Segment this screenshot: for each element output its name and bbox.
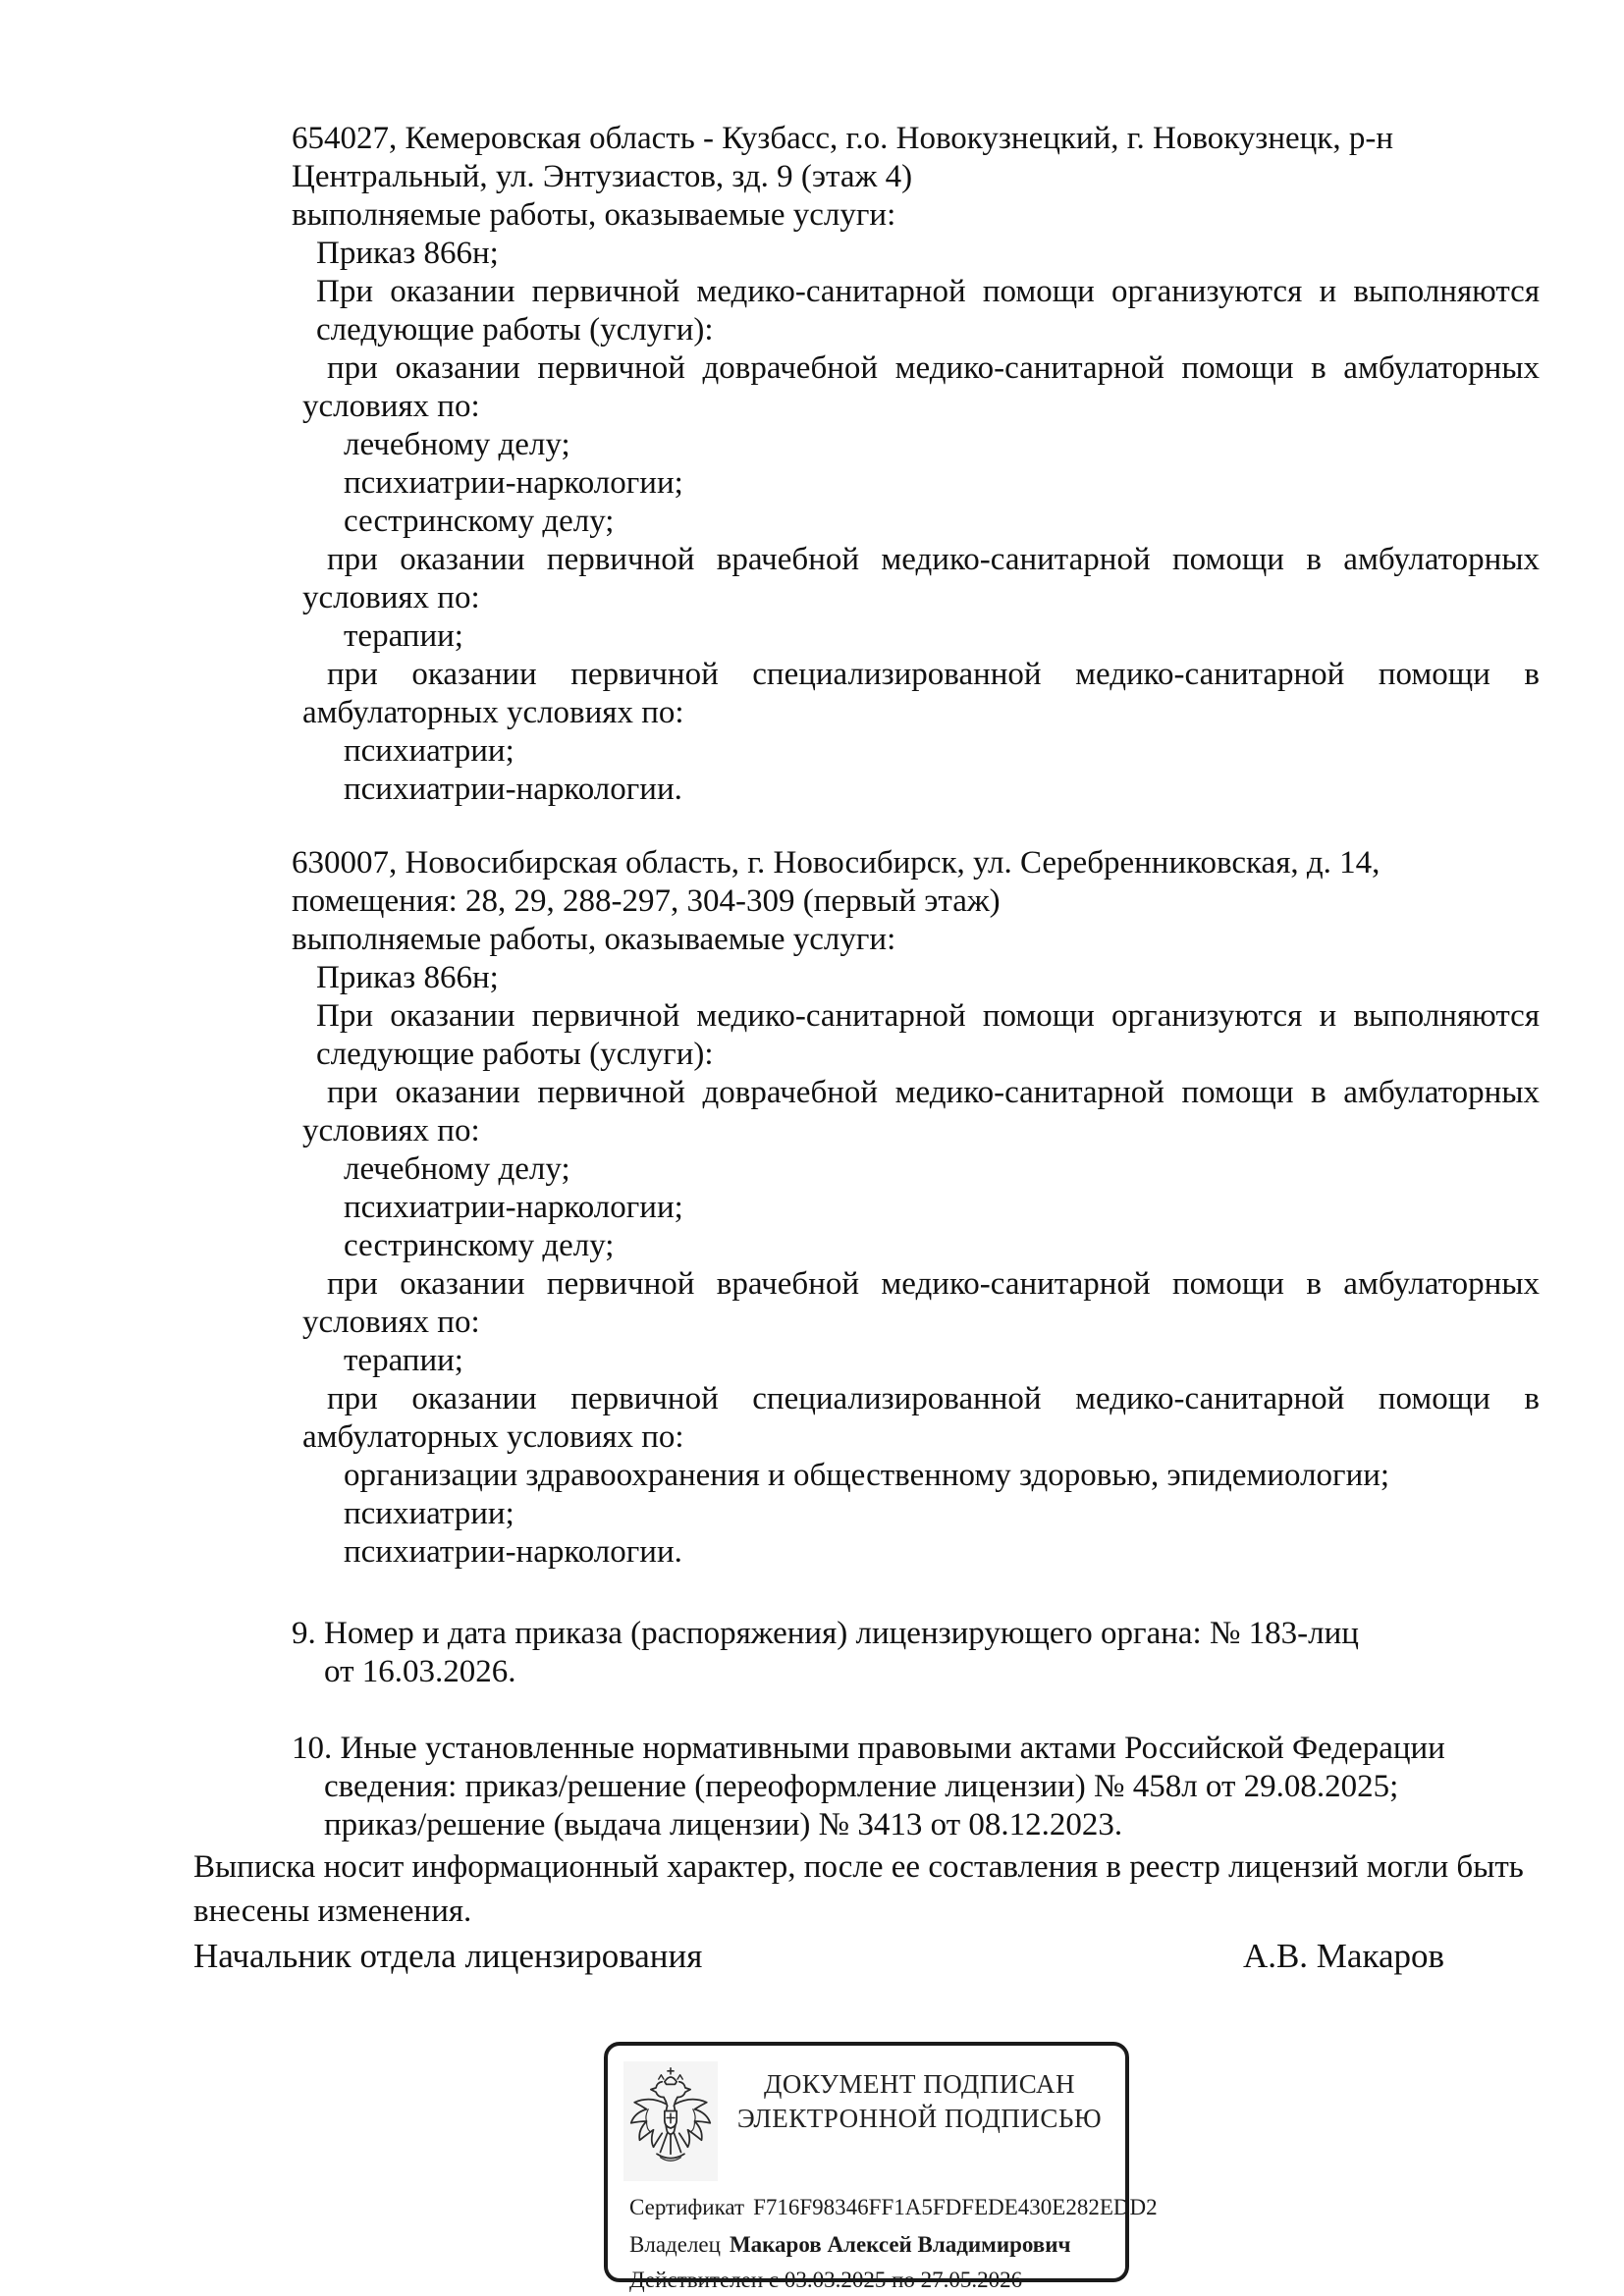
address-block-2 xyxy=(292,844,1540,1572)
service-item: психиатрии; xyxy=(344,733,514,769)
electronic-signature-stamp xyxy=(604,2042,1158,2292)
signature-title: Начальник отдела лицензирования xyxy=(193,1937,703,1975)
address-line: помещения: 28, 29, 288-297, 304-309 (первый этаж) xyxy=(292,883,1001,919)
service-line: амбулаторных условиях по: xyxy=(302,695,684,730)
item-10-line: 10. Иные установленные нормативными правовыми актами Российской Федерации xyxy=(292,1731,1445,1766)
item-10-line: сведения: приказ/решение (переоформление лицензии) № 458л от 29.08.2025; xyxy=(324,1769,1399,1804)
service-item: лечебному делу; xyxy=(344,1151,570,1187)
informational-note xyxy=(193,1845,1540,1934)
service-item: организации здравоохранения и общественному здоровью, эпидемиологии; xyxy=(344,1458,1390,1493)
item-9 xyxy=(292,1615,1540,1691)
service-item: психиатрии-наркологии; xyxy=(344,465,683,501)
stamp-validity: Действителен с 03.03.2025 по 27.05.2026 xyxy=(629,2268,1023,2292)
item-10 xyxy=(292,1730,1540,1844)
works-header-line: выполняемые работы, оказываемые услуги: xyxy=(292,197,896,233)
service-line: при оказании первичной врачебной медико-санитарной помощи в амбулаторных xyxy=(327,542,1540,577)
works-header-line: выполняемые работы, оказываемые услуги: xyxy=(292,922,896,957)
stamp-title xyxy=(724,2067,1115,2136)
owner-label: Владелец xyxy=(629,2232,721,2257)
service-line: условиях по: xyxy=(302,1305,480,1340)
service-line: условиях по: xyxy=(302,389,480,424)
service-line: при оказании первичной доврачебной медико-санитарной помощи в амбулаторных xyxy=(327,1075,1540,1110)
item-9-line: 9. Номер и дата приказа (распоряжения) лицензирующего органа: № 183-лиц xyxy=(292,1616,1359,1651)
address-line: 630007, Новосибирская область, г. Новосибирск, ул. Серебренниковская, д. 14, xyxy=(292,845,1380,881)
service-line: при оказании первичной врачебной медико-санитарной помощи в амбулаторных xyxy=(327,1266,1540,1302)
item-9-line: от 16.03.2026. xyxy=(324,1654,516,1689)
note-line: внесены изменения. xyxy=(193,1894,472,1929)
service-line: При оказании первичной медико-санитарной помощи организуются и выполняются xyxy=(316,998,1540,1034)
service-line: при оказании первичной специализированной медико-санитарной помощи в xyxy=(327,1381,1540,1416)
certificate-label: Сертификат xyxy=(629,2195,745,2219)
service-item: психиатрии; xyxy=(344,1496,514,1531)
service-item: терапии; xyxy=(344,618,463,654)
service-item: сестринскому делу; xyxy=(344,1228,615,1263)
address-block-1 xyxy=(292,120,1540,809)
service-item: психиатрии-наркологии. xyxy=(344,1534,682,1570)
order-line: Приказ 866н; xyxy=(316,236,499,271)
service-line: при оказании первичной доврачебной медико-санитарной помощи в амбулаторных xyxy=(327,350,1540,386)
double-headed-eagle-icon xyxy=(623,2061,718,2181)
service-item: терапии; xyxy=(344,1343,463,1378)
address-line: Центральный, ул. Энтузиастов, зд. 9 (этаж 4) xyxy=(292,159,913,194)
signature-name: А.В. Макаров xyxy=(1242,1937,1444,1975)
order-line: Приказ 866н; xyxy=(316,960,499,995)
stamp-title-line: ДОКУМЕНТ ПОДПИСАН xyxy=(764,2069,1075,2099)
stamp-owner xyxy=(629,2232,1115,2258)
service-item: психиатрии-наркологии; xyxy=(344,1190,683,1225)
service-line: условиях по: xyxy=(302,580,480,615)
service-line: следующие работы (услуги): xyxy=(316,1037,714,1072)
service-item: сестринскому делу; xyxy=(344,504,615,539)
service-line: при оказании первичной специализированной медико-санитарной помощи в xyxy=(327,657,1540,692)
stamp-title-line: ЭЛЕКТРОННОЙ ПОДПИСЬЮ xyxy=(736,2104,1103,2133)
certificate-value: F716F98346FF1A5FDFEDE430E282EDD2 xyxy=(753,2195,1158,2219)
service-item: психиатрии-наркологии. xyxy=(344,772,682,807)
service-item: лечебному делу; xyxy=(344,427,570,462)
service-line: условиях по: xyxy=(302,1113,480,1148)
service-line: При оказании первичной медико-санитарной помощи организуются и выполняются xyxy=(316,274,1540,309)
service-line: амбулаторных условиях по: xyxy=(302,1419,684,1455)
owner-value: Макаров Алексей Владимирович xyxy=(729,2232,1071,2257)
service-line: следующие работы (услуги): xyxy=(316,312,714,347)
item-10-line: приказ/решение (выдача лицензии) № 3413 от 08.12.2023. xyxy=(324,1807,1123,1842)
signature-row xyxy=(193,1936,1444,1977)
address-line: 654027, Кемеровская область - Кузбасс, г.о. Новокузнецкий, г. Новокузнецк, р-н xyxy=(292,121,1393,156)
stamp-certificate xyxy=(629,2195,1158,2220)
note-line: Выписка носит информационный характер, после ее составления в реестр лицензий могли быть xyxy=(193,1849,1524,1885)
